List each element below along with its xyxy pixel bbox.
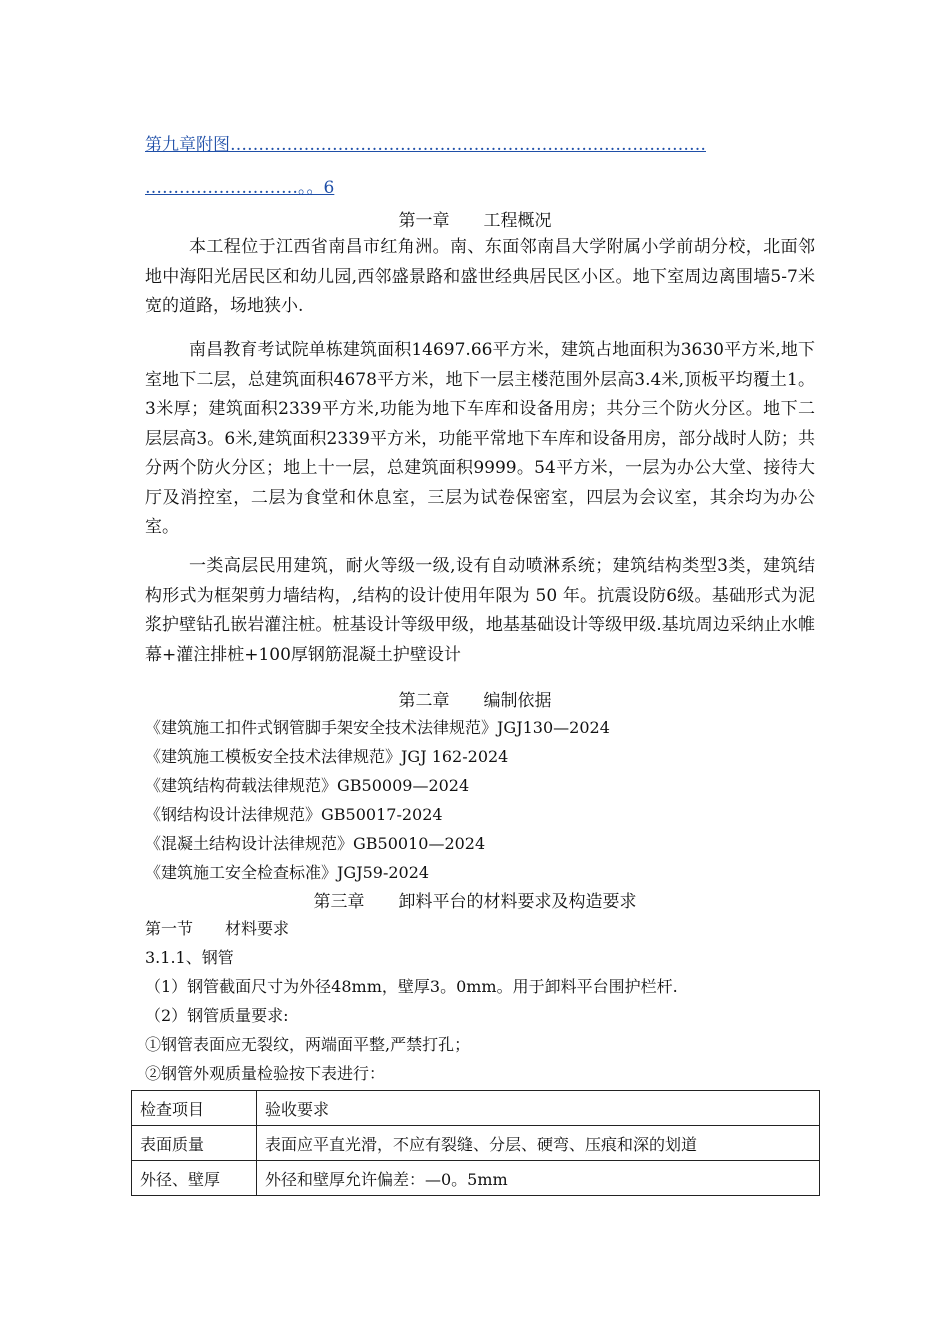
table-row: [132, 1091, 820, 1126]
requirement-1: （1）钢管截面尺寸为外径48mm，壁厚3。0mm。用于卸料平台围护栏杆.: [145, 977, 678, 996]
table-row: [132, 1126, 820, 1161]
reference-item: 《建筑施工安全检查标准》JGJ59-2024: [145, 863, 430, 882]
table-cell: 验收要求: [257, 1091, 820, 1126]
chapter2-title: 第二章 编制依据: [398, 691, 552, 711]
table-cell: 外径、壁厚: [132, 1161, 257, 1196]
table-cell: 表面应平直光滑，不应有裂缝、分层、硬弯、压痕和深的划道: [257, 1126, 820, 1161]
table-cell: 外径和壁厚允许偏差：—0。5mm: [257, 1161, 820, 1196]
reference-item: 《建筑施工模板安全技术法律规范》JGJ 162-2024: [145, 747, 509, 766]
toc-link-chapter9-page[interactable]: ………………………。。6: [145, 178, 335, 198]
requirement-2a: ①钢管表面应无裂纹，两端面平整,严禁打孔；: [145, 1035, 471, 1054]
reference-item: 《钢结构设计法律规范》GB50017-2024: [145, 805, 443, 824]
reference-item: 《建筑结构荷载法律规范》GB50009—2024: [145, 776, 470, 795]
requirement-2b: ②钢管外观质量检验按下表进行：: [145, 1064, 386, 1083]
item-steel-pipe: 3.1.1、钢管: [145, 948, 234, 967]
table-cell: 表面质量: [132, 1126, 257, 1161]
chapter1-paragraph-2: 南昌教育考试院单栋建筑面积14697.66平方米，建筑占地面积为3630平方米,地下室地下二层，总建筑面积4678平方米，地下一层主楼范围外层高3.4米,顶板平均覆土1。3米厚；建筑面积2339平方米,功能为地下车库和设备用房；共分三个防火分区。地下二层层高3。6米,建筑面积2339平方米，功能平常地下车库和设备用房，部分战时人防；共分两个防火分区；地上十一层，总建筑面积9999。54平方米，一层为办公大堂、接待大厅及消控室，二层为食堂和休息室，三层为试卷保密室，四层为会议室，其余均为办公室。: [145, 340, 815, 537]
chapter1-paragraph-3: 一类高层民用建筑，耐火等级一级,设有自动喷淋系统；建筑结构类型3类，建筑结构形式为框架剪力墙结构，,结构的设计使用年限为 50 年。抗震设防6级。基础形式为泥浆护壁钻孔嵌岩灌注桩。桩基设计等级甲级，地基基础设计等级甲级.基坑周边采纳止水帷幕+灌注排桩+100厚钢筋混凝土护壁设计: [145, 556, 815, 665]
table-row: [132, 1161, 820, 1196]
chapter1-title: 第一章 工程概况: [398, 211, 552, 231]
reference-item: 《建筑施工扣件式钢管脚手架安全技术法律规范》JGJ130—2024: [145, 718, 610, 737]
chapter3-title: 第三章 卸料平台的材料要求及构造要求: [313, 892, 637, 912]
requirement-2: （2）钢管质量要求:: [145, 1006, 289, 1025]
chapter1-paragraph-1: 本工程位于江西省南昌市红角洲。南、东面邻南昌大学附属小学前胡分校，北面邻地中海阳光居民区和幼儿园,西邻盛景路和盛世经典居民区小区。地下室周边离围墙5-7米宽的道路，场地狭小.: [145, 237, 815, 316]
section1-title: 第一节 材料要求: [145, 919, 290, 938]
reference-item: 《混凝土结构设计法律规范》GB50010—2024: [145, 834, 486, 853]
toc-link-chapter9[interactable]: 第九章附图…………………………………………………………………………: [145, 135, 706, 155]
inspection-table: [131, 1090, 820, 1196]
table-cell: 检查项目: [132, 1091, 257, 1126]
